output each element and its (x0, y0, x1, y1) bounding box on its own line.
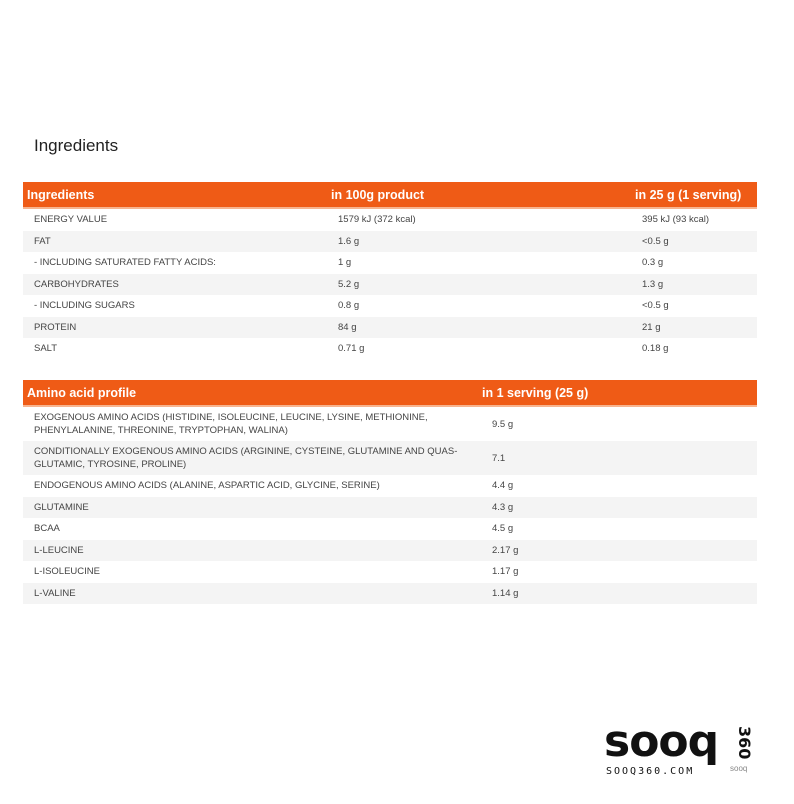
nutrient-per-serving: 0.18 g (631, 338, 757, 360)
nutrient-per-100g: 5.2 g (327, 274, 631, 296)
nutrient-per-100g: 1.6 g (327, 231, 631, 253)
nutrient-per-serving: <0.5 g (631, 295, 757, 317)
amino-value: 1.17 g (478, 561, 757, 583)
logo-mini-mark: sooq (730, 764, 748, 773)
nutrition-table (23, 182, 757, 360)
amino-name: EXOGENOUS AMINO ACIDS (HISTIDINE, ISOLEUCINE, LEUCINE, LYSINE, METHIONINE, PHENYLALANINE, THREONINE, TRYPTOPHAN, WALINA) (23, 406, 478, 441)
amino-name: CONDITIONALLY EXOGENOUS AMINO ACIDS (ARGININE, CYSTEINE, GLUTAMINE AND QUAS-GLUTAMIC, TYROSINE, PROLINE) (23, 441, 478, 475)
nutrient-per-100g: 1 g (327, 252, 631, 274)
amino-value: 1.14 g (478, 583, 757, 605)
amino-name: L-ISOLEUCINE (23, 561, 478, 583)
amino-name: L-VALINE (23, 583, 478, 605)
nutrient-name: CARBOHYDRATES (23, 274, 327, 296)
sooq360-watermark-logo (604, 716, 774, 780)
nutrient-per-100g: 0.8 g (327, 295, 631, 317)
nutrition-header-per-serving: in 25 g (1 serving) (631, 182, 757, 208)
nutrient-name: FAT (23, 231, 327, 253)
logo-url: SOOQ360.COM (606, 766, 695, 777)
amino-value: 4.4 g (478, 475, 757, 497)
amino-name: GLUTAMINE (23, 497, 478, 519)
table-row (23, 317, 757, 339)
logo-number: 360 (735, 726, 754, 760)
amino-header-profile: Amino acid profile (23, 380, 478, 406)
table-row (23, 208, 757, 231)
amino-header-per-serving: in 1 serving (25 g) (478, 380, 757, 406)
nutrient-name: - INCLUDING SATURATED FATTY ACIDS: (23, 252, 327, 274)
nutrient-name: SALT (23, 338, 327, 360)
table-row (23, 497, 757, 519)
nutrient-name: ENERGY VALUE (23, 208, 327, 231)
amino-value: 2.17 g (478, 540, 757, 562)
nutrient-per-serving: 21 g (631, 317, 757, 339)
table-row (23, 231, 757, 253)
table-row (23, 561, 757, 583)
nutrient-per-serving: 1.3 g (631, 274, 757, 296)
table-row (23, 338, 757, 360)
nutrient-name: - INCLUDING SUGARS (23, 295, 327, 317)
nutrition-header-ingredients: Ingredients (23, 182, 327, 208)
nutrient-per-100g: 84 g (327, 317, 631, 339)
table-row (23, 406, 757, 441)
nutrition-header-per-100g: in 100g product (327, 182, 631, 208)
table-row (23, 583, 757, 605)
table-row (23, 274, 757, 296)
amino-value: 4.5 g (478, 518, 757, 540)
nutrient-per-100g: 1579 kJ (372 kcal) (327, 208, 631, 231)
nutrient-name: PROTEIN (23, 317, 327, 339)
amino-name: BCAA (23, 518, 478, 540)
page-title: Ingredients (34, 136, 119, 155)
table-row (23, 540, 757, 562)
nutrient-per-serving: <0.5 g (631, 231, 757, 253)
amino-value: 9.5 g (478, 406, 757, 441)
amino-value: 7.1 (478, 441, 757, 475)
nutrient-per-serving: 0.3 g (631, 252, 757, 274)
amino-name: ENDOGENOUS AMINO ACIDS (ALANINE, ASPARTIC ACID, GLYCINE, SERINE) (23, 475, 478, 497)
logo-wordmark: sooq (604, 716, 719, 767)
table-row (23, 475, 757, 497)
table-row (23, 441, 757, 475)
nutrition-header-row (23, 182, 757, 208)
table-row (23, 252, 757, 274)
table-row (23, 295, 757, 317)
amino-value: 4.3 g (478, 497, 757, 519)
amino-name: L-LEUCINE (23, 540, 478, 562)
amino-header-row (23, 380, 757, 406)
nutrient-per-100g: 0.71 g (327, 338, 631, 360)
nutrient-per-serving: 395 kJ (93 kcal) (631, 208, 757, 231)
table-row (23, 518, 757, 540)
amino-acid-table (23, 380, 757, 604)
